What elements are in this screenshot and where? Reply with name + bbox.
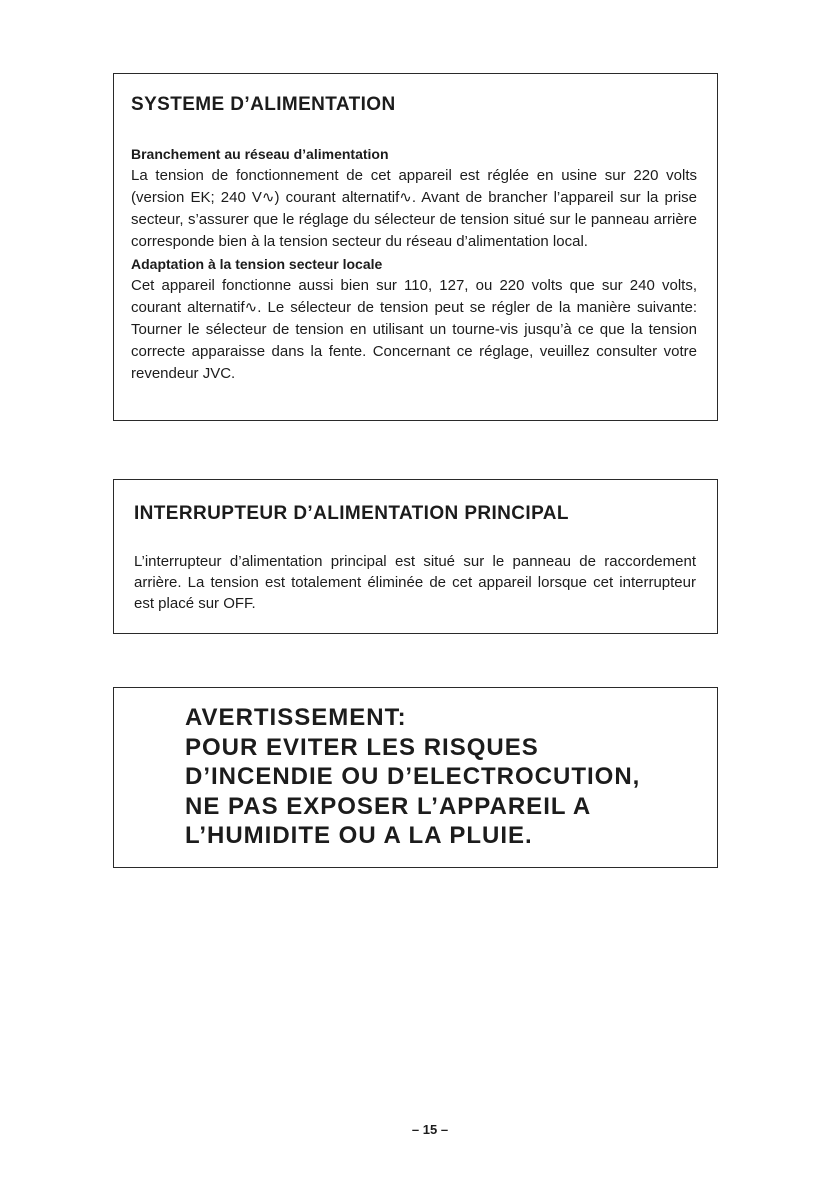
mains-connection-heading: Branchement au réseau d’alimentation [131,146,389,162]
warning-section [113,687,718,868]
main-switch-text: L’interrupteur d’alimentation principal est situé sur le panneau de raccordement arrière. La tension est totalement éliminée de cet appareil lorsque cet interrupteur est placé sur OFF. [134,553,696,612]
mains-connection-text: La tension de fonctionnement de cet appareil est réglée en usine sur 220 volts (version EK; 240 V∿) courant alternatif∿. Avant de brancher l’appareil sur la prise secteur, s’assurer que le réglage du sélecteur de tension situé sur le panneau arrière corresponde bien à la tension secteur du réseau d’alimentation local. [131,167,697,250]
power-system-title: SYSTEME D’ALIMENTATION [131,94,396,115]
main-switch-section [113,479,718,634]
local-voltage-heading: Adaptation à la tension secteur locale [131,256,383,272]
warning-line: L’HUMIDITE OU A LA PLUIE. [185,822,533,849]
power-system-body [131,143,697,385]
main-switch-title: INTERRUPTEUR D’ALIMENTATION PRINCIPAL [134,503,569,524]
warning-line: POUR EVITER LES RISQUES [185,733,539,761]
warning-heading: AVERTISSEMENT: [185,704,407,731]
power-system-section [113,73,718,421]
warning-text [185,703,705,851]
local-voltage-text: Cet appareil fonctionne aussi bien sur 110, 127, ou 220 volts que sur 240 volts, courant alternatif∿. Le sélecteur de tension peut se régler de la manière suivante: Tourner le sélecteur de tension en utilisant un tourne-vis jusqu’à ce que la tension correcte apparaisse dans la fente. Concernant ce réglage, veuillez consulter votre revendeur JVC. [131,277,697,382]
warning-line: D’INCENDIE OU D’ELECTROCUTION, [185,763,641,790]
page-number: – 15 – [411,1122,449,1137]
warning-line: NE PAS EXPOSER L’APPAREIL A [185,792,592,820]
